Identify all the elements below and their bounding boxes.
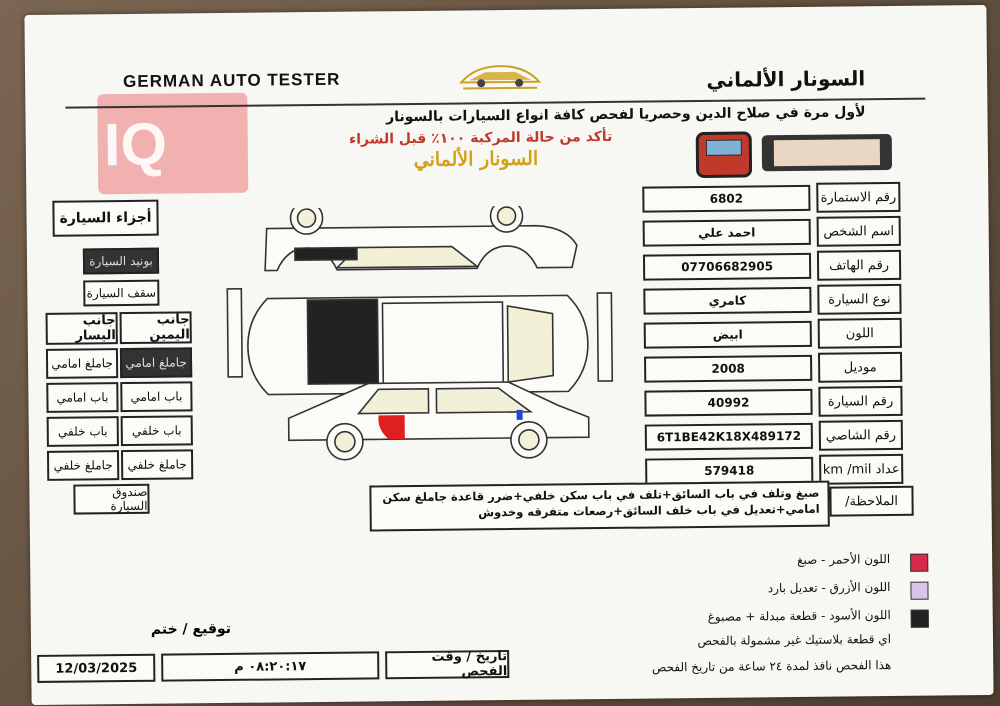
left-side-header: جانب اليسار <box>46 312 118 345</box>
legend-swatch-black <box>911 610 929 628</box>
brand-english: GERMAN AUTO TESTER <box>123 69 341 92</box>
signature-label: توقيع / ختم <box>150 620 232 638</box>
legend-blue-text: اللون الأزرق - تعديل بارد <box>767 580 891 596</box>
part-left-rear-door: باب خلفي <box>47 416 119 447</box>
part-right-rear-bumper: جاملغ خلفي <box>121 449 193 480</box>
legend-black-text: اللون الأسود - قطعة مبدلة + مصبوغ <box>707 608 891 624</box>
scanner-screen <box>706 140 742 156</box>
exam-date-value: 12/03/2025 <box>37 654 155 683</box>
label-color: اللون <box>818 318 902 349</box>
legend-swatch-red <box>910 554 928 572</box>
label-person-name: اسم الشخص <box>817 216 901 247</box>
value-chassis: 6T1BE42K18X489172 <box>645 423 813 451</box>
car-side-view-top <box>264 205 577 271</box>
value-plate-number: 40992 <box>644 389 812 417</box>
exam-time-value: ٠٨:٢٠:١٧ م <box>161 651 379 681</box>
value-phone: 07706682905 <box>643 253 811 281</box>
part-trunk: صندوق السيارة <box>73 484 149 515</box>
brand-arabic: السونار الألماني <box>706 66 866 92</box>
part-left-front-door: باب امامي <box>46 382 118 413</box>
header-subline: لأول مرة في صلاح الدين وحصريا لفحص كافة انواع السيارات بالسونار <box>386 104 866 126</box>
car-diagram <box>206 205 629 469</box>
car-top-view <box>227 285 612 395</box>
label-model: موديل <box>818 352 902 383</box>
legend-swatch-blue <box>910 582 928 600</box>
part-roof: سقف السيارة <box>83 280 159 307</box>
legend-note-validity: هذا الفحص نافذ لمدة ٢٤ ساعة من تاريخ الفحص <box>651 658 892 675</box>
value-model: 2008 <box>644 355 812 383</box>
parts-title: أجزاء السيارة <box>52 200 158 237</box>
label-plate-number: رقم السيارة <box>818 386 902 417</box>
legend-note-plastic: اي قطعة بلاستيك غير مشمولة بالفحص <box>697 632 892 649</box>
value-person-name: احمد علي <box>643 219 811 247</box>
watermark-text: IQ <box>103 110 168 179</box>
part-right-front-bumper: جاملغ امامي <box>120 347 192 378</box>
date-time-label: تاريخ / وقت الفحص <box>385 650 509 679</box>
part-right-front-door: باب امامي <box>120 381 192 412</box>
legend-red-text: اللون الأحمر - صبغ <box>796 552 891 567</box>
header-tagline: تأكد من حالة المركبة ١٠٠٪ قبل الشراء <box>348 128 613 148</box>
part-left-rear-bumper: جاملغ خلفي <box>47 450 119 481</box>
header-tagline-brand: السونار الألماني <box>413 147 539 171</box>
label-form-number: رقم الاستمارة <box>816 182 900 213</box>
label-chassis: رقم الشاصي <box>819 420 903 451</box>
label-notes: الملاحظة/ <box>829 486 913 517</box>
value-notes: صبغ وتلف في باب السائق+تلف في باب سكن خلفي+ضرر قاعدة جاملغ سكن امامي+تعديل في باب خلف السائق+رصعات متفرقه وخدوش <box>369 481 829 532</box>
label-phone: رقم الهاتف <box>817 250 901 281</box>
car-logo-icon <box>455 58 545 93</box>
label-car-type: نوع السيارة <box>817 284 901 315</box>
part-left-front-bumper: جاملغ امامي <box>46 348 118 379</box>
tablet-screen <box>774 139 880 166</box>
label-odometer: عداد km /mil <box>819 454 903 485</box>
part-hood: بونيد السيارة <box>83 248 159 275</box>
value-color: ابيض <box>644 321 812 349</box>
part-right-rear-door: باب خلفي <box>121 415 193 446</box>
value-form-number: 6802 <box>642 185 810 213</box>
value-odometer: 579418 <box>645 457 813 485</box>
value-car-type: كامري <box>643 287 811 315</box>
right-side-header: جانب اليمين <box>120 311 192 344</box>
inspection-sheet <box>24 5 993 705</box>
